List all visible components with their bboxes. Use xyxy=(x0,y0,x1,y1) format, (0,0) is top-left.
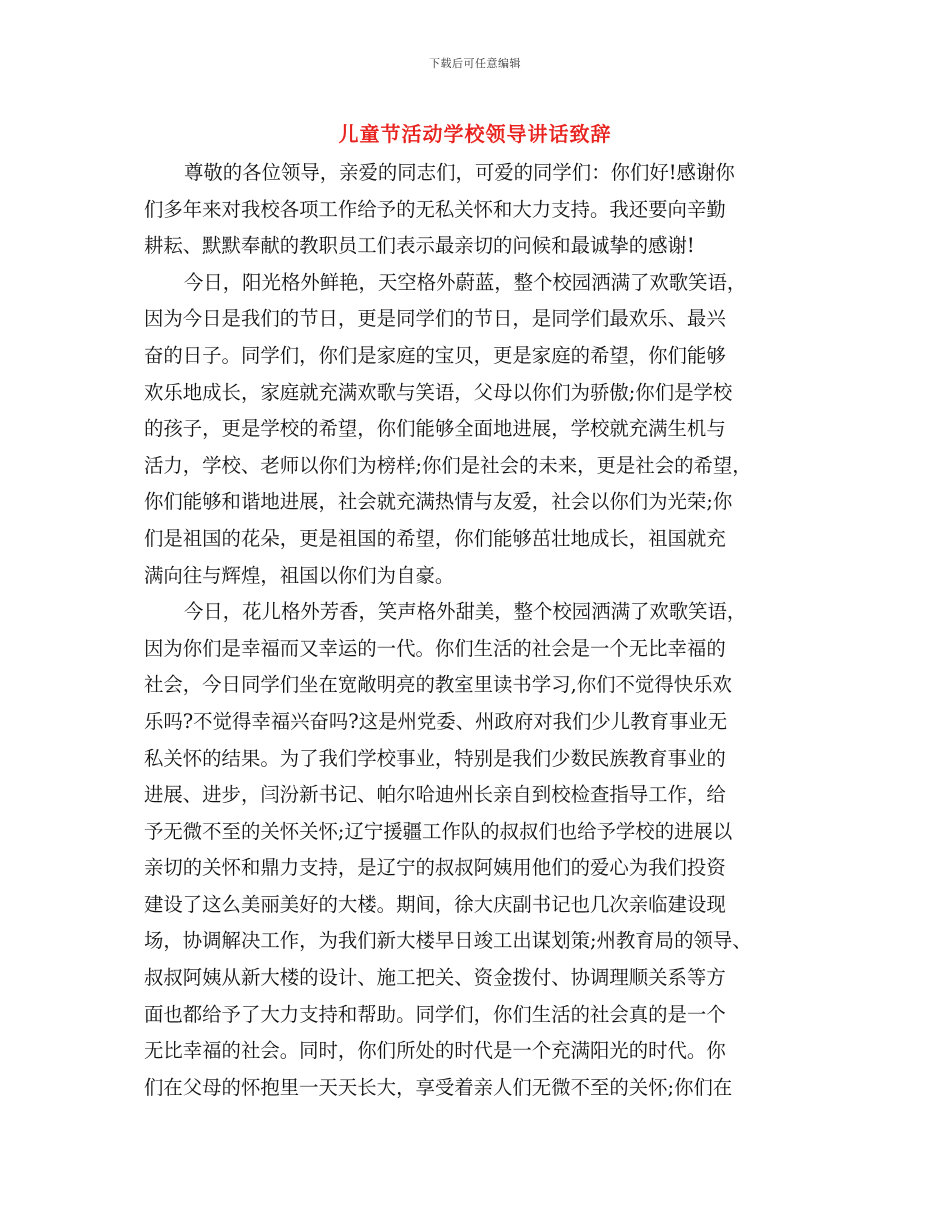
paragraph-line: 你们能够和谐地进展，社会就充满热情与友爱，社会以你们为光荣;你 xyxy=(144,490,733,514)
paragraph-line: 私关怀的结果。为了我们学校事业，特别是我们少数民族教育事业的 xyxy=(144,746,726,770)
paragraph-line: 场，协调解决工作，为我们新大楼早日竣工出谋划策;州教育局的领导、 xyxy=(144,929,752,953)
paragraph-line: 因为今日是我们的节日，更是同学们的节日，是同学们最欢乐、最兴 xyxy=(144,307,726,331)
paragraph-line: 们多年来对我校各项工作给予的无私关怀和大力支持。我还要向辛勤 xyxy=(144,197,726,221)
paragraph-line: 满向往与辉煌，祖国以你们为自豪。 xyxy=(144,563,455,587)
paragraph-line: 社会，今日同学们坐在宽敞明亮的教室里读书学习,你们不觉得快乐欢 xyxy=(144,673,732,697)
paragraph-line: 建设了这么美丽美好的大楼。期间，徐大庆副书记也几次亲临建设现 xyxy=(144,892,726,916)
paragraph-line: 面也都给予了大力支持和帮助。同学们，你们生活的社会真的是一个 xyxy=(144,1002,726,1026)
paragraph-line: 叔叔阿姨从新大楼的设计、施工把关、资金拨付、协调理顺关系等方 xyxy=(144,966,726,990)
paragraph-line: 乐吗?不觉得幸福兴奋吗?这是州党委、州政府对我们少儿教育事业无 xyxy=(144,709,728,733)
paragraph-line: 奋的日子。同学们，你们是家庭的宝贝，更是家庭的希望，你们能够 xyxy=(144,343,726,367)
header-note: 下载后可任意编辑 xyxy=(429,57,521,70)
paragraph-line: 耕耘、默默奉献的教职员工们表示最亲切的问候和最诚挚的感谢! xyxy=(144,234,695,258)
document-body xyxy=(144,155,820,1106)
paragraph-line: 欢乐地成长，家庭就充满欢歌与笑语，父母以你们为骄傲;你们是学校 xyxy=(144,380,733,404)
paragraph-line: 的孩子，更是学校的希望，你们能够全面地进展，学校就充满生机与 xyxy=(144,417,726,441)
paragraph-line: 们在父母的怀抱里一天天长大，享受着亲人们无微不至的关怀;你们在 xyxy=(144,1075,733,1099)
paragraph-line: 亲切的关怀和鼎力支持，是辽宁的叔叔阿姨用他们的爱心为我们投资 xyxy=(144,856,726,880)
paragraph-line: 进展、进步，闫汾新书记、帕尔哈迪州长亲自到校检查指导工作，给 xyxy=(144,783,726,807)
paragraph-line: 活力，学校、老师以你们为榜样;你们是社会的未来，更是社会的希望， xyxy=(144,453,752,477)
paragraph-line: 因为你们是幸福而又幸运的一代。你们生活的社会是一个无比幸福的 xyxy=(144,636,726,660)
paragraph-line: 尊敬的各位领导，亲爱的同志们，可爱的同学们：你们好!感谢你 xyxy=(184,161,735,184)
paragraph-line: 们是祖国的花朵，更是祖国的希望，你们能够茁壮地成长，祖国就充 xyxy=(144,526,726,550)
document-title: 儿童节活动学校领导讲话致辞 xyxy=(338,122,612,146)
paragraph-line: 今日，阳光格外鲜艳，天空格外蔚蓝，整个校园洒满了欢歌笑语， xyxy=(184,270,747,294)
paragraph-line: 无比幸福的社会。同时，你们所处的时代是一个充满阳光的时代。你 xyxy=(144,1039,726,1063)
paragraph-line: 予无微不至的关怀关怀;辽宁援疆工作队的叔叔们也给予学校的进展以 xyxy=(144,819,733,843)
paragraph-line: 今日，花儿格外芳香，笑声格外甜美，整个校园洒满了欢歌笑语， xyxy=(184,600,747,624)
